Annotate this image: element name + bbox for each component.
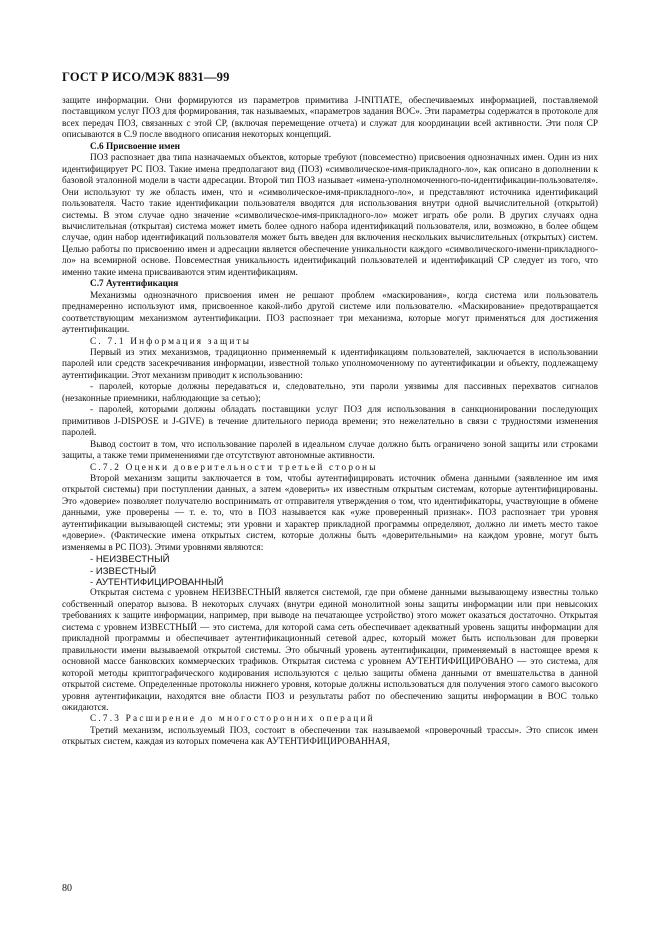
document-header: ГОСТ Р ИСО/МЭК 8831—99 [62,70,230,84]
list-item: - НЕИЗВЕСТНЫЙ [90,554,170,566]
paragraph: Открытая система с уровнем НЕИЗВЕСТНЫЙ является системой, где при обмене данными вызывающему известны только собственный оператор вызова. В некоторых случаях (внутри единой монолитной зоны защиты информации или при невысоких требованиях к защите информации, например, при выводе на печатающее устройство) этого может оказаться достаточно. Открытая система с уровнем ИЗВЕСТНЫЙ — это система, для которой сама сеть обеспечивает адекватный уровень защиты информации для прикладной программы и обеспечивает аутентификационный сетевой адрес, который может быть использован для проверки правильности имени вызываемой открытой системы. Это обычный уровень аутентификации, применяемый в настоящее время к основной массе банковских коммерческих трафиков. Открытая система с уровнем АУТЕНТИФИЦИРОВАНО — это система, для которой методы криптографического кодирования используются с целью защиты обмена данными от вмешательства в данной открытой системе. Определенные протоколы нижнего уровня, которые должны использоваться для получения этого самого высокого уровня аутентификации, находятся вне области ПОЗ и результаты работ по обеспечению защиты информации в ВОС только ожидаются. [62,588,598,714]
list-item: - ИЗВЕСТНЫЙ [90,565,157,577]
section-heading-c71: С. 7.1 Информация защиты [90,336,252,347]
page-number: 80 [62,883,72,894]
paragraph: Третий механизм, используемый ПОЗ, состоит в обеспечении так называемой «проверочный трассы». Это список имен открытых систем, каждая из которых помечена как АУТЕНТИФИЦИРОВАННАЯ, [62,725,598,748]
section-heading-c73: С.7.3 Расширение до многосторонних операций [90,714,375,725]
list-item: - паролей, которыми должны обладать поставщики услуг ПОЗ для использования в санкционировании последующих примитивов J-DISPOSE и J-GIVE) в течение длительного периода времени; это нежелательно в связи с трудностями изменения паролей. [62,405,598,439]
section-heading-c7: С.7 Аутентификация [90,279,179,290]
document-body [62,96,598,749]
paragraph: ПОЗ распознает два типа назначаемых объектов, которые требуют (повсеместно) присвоения однозначных имен. Один из них идентифицирует РС ПОЗ. Такие имена предполагают вид (ПОЗ) «символическое-имя-прикладного-ло», как описано в дополнении к базовой эталонной модели в части адресации. Второй тип ПОЗ называет «имена-уполномоченного-по-идентификации-пользователя». Они используют ту же область имен, что и «символическое-имя-прикладного-ло», и представляют источника идентификаций пользователя. Часто такие идентификации пользователя вводятся для использования внутри одной вычислительной (открытой) системы. В этом случае одно значение «символическое-имя-прикладного-ло» может играть обе роли. В других случаях одна вычислительная (открытая) система может иметь более одного набора идентификаций пользователя, или, возможно, в более общем случае, один набор идентификаций пользователя может быть введен для включения нескольких вычислительных (открытых) систем. Целью работы по присвоению имен и адресации является обеспечение уникальности каждого «символического-имени-прикладного-ло» на всемирной основе. Повсеместная уникальность идентификаций пользователей и идентификаций СР следует из того, что именно такие имена присваиваются этим идентификациям. [62,153,598,278]
section-heading-c6: С.6 Присвоение имен [90,141,180,152]
paragraph: Второй механизм защиты заключается в том, чтобы аутентифицировать источник обмена данными (заявленное им имя открытой системы) при поступлении данных, а затем «доверить» их известным открытым системам, которые аутентифицированы. Это «доверие» позволяет получателю воспринимать от отправителя утверждения о том, что идентификаторы, участвующие в обмене данными, уже проверены — т. е. то, что в ПОЗ называется как «уже проверенный признак». ПОЗ распознает три уровня аутентификации вызывающей системы; эти уровни и характер прикладной программы определяют, должно ли иметь место такое «доверие». (Фактические имена открытых систем, которые должны быть «доверительными» на каждом уровне, могут быть изменяемы в РС ПОЗ). Этими уровнями являются: [62,473,598,553]
list-item: - АУТЕНТИФИЦИРОВАННЫЙ [90,577,224,589]
paragraph: Механизмы однозначного присвоения имен не решают проблем «маскирования», когда система или пользователь преднамеренно используют имя, присвоенное какой-либо другой системе или пользователю. «Маскирование» предотвращается соответствующим механизмом аутентификации. ПОЗ распознает три механизма, которые могут применяться для достижения аутентификации. [62,290,598,336]
paragraph: Первый из этих механизмов, традиционно применяемый к идентификациям пользователей, заключается в использовании паролей или средств засекречивания информации, известной только уполномоченному по аутентификации и объекту, подлежащему аутентификации. Этот механизм приводит к использованию: [62,347,598,381]
paragraph: защите информации. Они формируются из параметров примитива J-INITIATE, обеспечиваемых информацией, поставляемой поставщиком услуг ПОЗ для формирования, так называемых, «параметров задания ВОС». Эти параметры содержатся в протоколе для всех передач ПОЗ, связанных с этой СР, (включая перемещение отчета) и служат для координации всей активности. Эти поля СР описываются в С.9 после вводного описания некоторых концепций. [62,96,598,141]
section-heading-c72: С.7.2 Оценки доверительности третьей стороны [90,462,378,473]
list-item: - паролей, которые должны передаваться и, следовательно, эти пароли уязвимы для пассивных перехватов сигналов (незаконные приемники, наблюдающие за сетью); [62,382,598,404]
paragraph: Вывод состоит в том, что использование паролей в идеальном случае должно быть ограничено зоной защиты или строками защиты, а также теми применениями где отсутствуют автономные активности. [62,439,598,462]
